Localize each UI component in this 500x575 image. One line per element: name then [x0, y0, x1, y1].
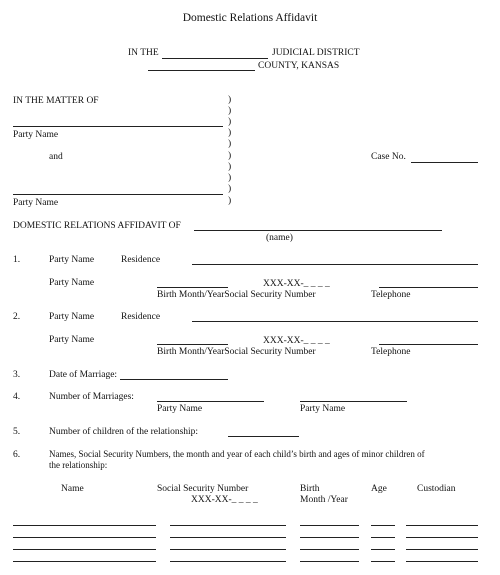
- section-2-telephone-label: Telephone: [371, 347, 411, 357]
- judicial-district-blank[interactable]: [162, 58, 268, 59]
- child-row-4-custodian-blank[interactable]: [406, 561, 478, 562]
- col-header-birth-2: Month /Year: [300, 495, 348, 505]
- affiant-name-hint: (name): [266, 233, 293, 243]
- caption-paren: ): [228, 151, 232, 161]
- marriages-party-b-label: Party Name: [300, 404, 346, 414]
- child-row-1-ssn-blank[interactable]: [170, 525, 286, 526]
- section-2-party-name: Party Name: [49, 312, 95, 322]
- section-2-party-name-2: Party Name: [49, 335, 95, 345]
- child-row-2-name-blank[interactable]: [13, 537, 156, 538]
- party-name-1-blank[interactable]: [13, 126, 223, 127]
- caption-paren: ): [228, 184, 232, 194]
- child-row-3-ssn-blank[interactable]: [170, 549, 286, 550]
- marriages-party-b-blank[interactable]: [300, 401, 407, 402]
- section-1-birth-ssn-label: Birth Month/YearSocial Security Number: [157, 290, 316, 300]
- section-2-ssn-mask: XXX-XX-_ _ _ _: [263, 336, 330, 346]
- caption-paren: ): [228, 106, 232, 116]
- caption-paren: ): [228, 196, 232, 206]
- section-6-number: 6.: [13, 450, 21, 460]
- caption-paren: ): [228, 128, 232, 138]
- party-name-1-label: Party Name: [13, 130, 59, 140]
- section-4-number: 4.: [13, 392, 21, 402]
- section-2-birth-blank[interactable]: [157, 344, 228, 345]
- date-of-marriage-blank[interactable]: [120, 379, 228, 380]
- affidavit-heading: DOMESTIC RELATIONS AFFIDAVIT OF: [13, 221, 181, 231]
- number-of-children-blank[interactable]: [228, 436, 299, 437]
- col-header-custodian: Custodian: [417, 484, 456, 494]
- section-2-number: 2.: [13, 312, 21, 322]
- children-instructions-line-2: the relationship:: [49, 460, 108, 470]
- affiant-name-blank[interactable]: [194, 230, 442, 231]
- county-label: COUNTY, KANSAS: [258, 61, 340, 71]
- section-1-residence-blank[interactable]: [192, 264, 478, 265]
- col-header-birth: Birth: [300, 484, 320, 494]
- col-header-age: Age: [371, 484, 387, 494]
- child-row-4-ssn-blank[interactable]: [170, 561, 286, 562]
- child-row-4-name-blank[interactable]: [13, 561, 156, 562]
- in-matter-of-label: IN THE MATTER OF: [13, 96, 99, 106]
- document-title: Domestic Relations Affidavit: [182, 12, 318, 24]
- caption-paren: ): [228, 117, 232, 127]
- child-row-3-age-blank[interactable]: [371, 549, 395, 550]
- case-no-blank[interactable]: [411, 162, 478, 163]
- section-1-party-name: Party Name: [49, 255, 95, 265]
- number-of-marriages-label: Number of Marriages:: [49, 392, 134, 402]
- case-no-label: Case No.: [371, 152, 406, 162]
- section-1-telephone-label: Telephone: [371, 290, 411, 300]
- child-row-4-age-blank[interactable]: [371, 561, 395, 562]
- caption-paren: ): [228, 173, 232, 183]
- child-row-2-custodian-blank[interactable]: [406, 537, 478, 538]
- marriages-party-a-blank[interactable]: [157, 401, 264, 402]
- child-row-3-name-blank[interactable]: [13, 549, 156, 550]
- child-row-2-age-blank[interactable]: [371, 537, 395, 538]
- caption-paren: ): [228, 162, 232, 172]
- judicial-district-label: JUDICIAL DISTRICT: [272, 48, 360, 58]
- section-1-telephone-blank[interactable]: [379, 287, 478, 288]
- child-row-1-age-blank[interactable]: [371, 525, 395, 526]
- section-1-birth-blank[interactable]: [157, 287, 228, 288]
- section-1-ssn-mask: XXX-XX-_ _ _ _: [263, 279, 330, 289]
- and-label: and: [49, 152, 63, 162]
- child-row-2-birth-blank[interactable]: [300, 537, 359, 538]
- caption-paren: ): [228, 95, 232, 105]
- marriages-party-a-label: Party Name: [157, 404, 203, 414]
- section-5-number: 5.: [13, 427, 21, 437]
- col-header-ssn-mask: XXX-XX-_ _ _ _: [191, 495, 258, 505]
- section-1-party-name-2: Party Name: [49, 278, 95, 288]
- party-name-2-label: Party Name: [13, 198, 59, 208]
- county-blank[interactable]: [148, 70, 255, 71]
- section-2-residence-blank[interactable]: [192, 321, 478, 322]
- party-name-2-blank[interactable]: [13, 194, 223, 195]
- col-header-ssn: Social Security Number: [157, 484, 249, 494]
- date-of-marriage-label: Date of Marriage:: [49, 370, 118, 380]
- child-row-3-custodian-blank[interactable]: [406, 549, 478, 550]
- col-header-name: Name: [61, 484, 84, 494]
- caption-paren: ): [228, 139, 232, 149]
- section-1-number: 1.: [13, 255, 21, 265]
- child-row-2-ssn-blank[interactable]: [170, 537, 286, 538]
- section-2-telephone-blank[interactable]: [379, 344, 478, 345]
- child-row-1-custodian-blank[interactable]: [406, 525, 478, 526]
- child-row-1-birth-blank[interactable]: [300, 525, 359, 526]
- child-row-1-name-blank[interactable]: [13, 525, 156, 526]
- children-instructions-line-1: Names, Social Security Numbers, the month and year of each child’s birth and ages of minor children of: [49, 449, 425, 459]
- section-1-residence: Residence: [121, 255, 161, 265]
- number-of-children-label: Number of children of the relationship:: [49, 427, 199, 437]
- child-row-3-birth-blank[interactable]: [300, 549, 359, 550]
- section-2-residence: Residence: [121, 312, 161, 322]
- section-2-birth-ssn-label: Birth Month/YearSocial Security Number: [157, 347, 316, 357]
- court-in-the: IN THE: [128, 48, 159, 58]
- child-row-4-birth-blank[interactable]: [300, 561, 359, 562]
- section-3-number: 3.: [13, 370, 21, 380]
